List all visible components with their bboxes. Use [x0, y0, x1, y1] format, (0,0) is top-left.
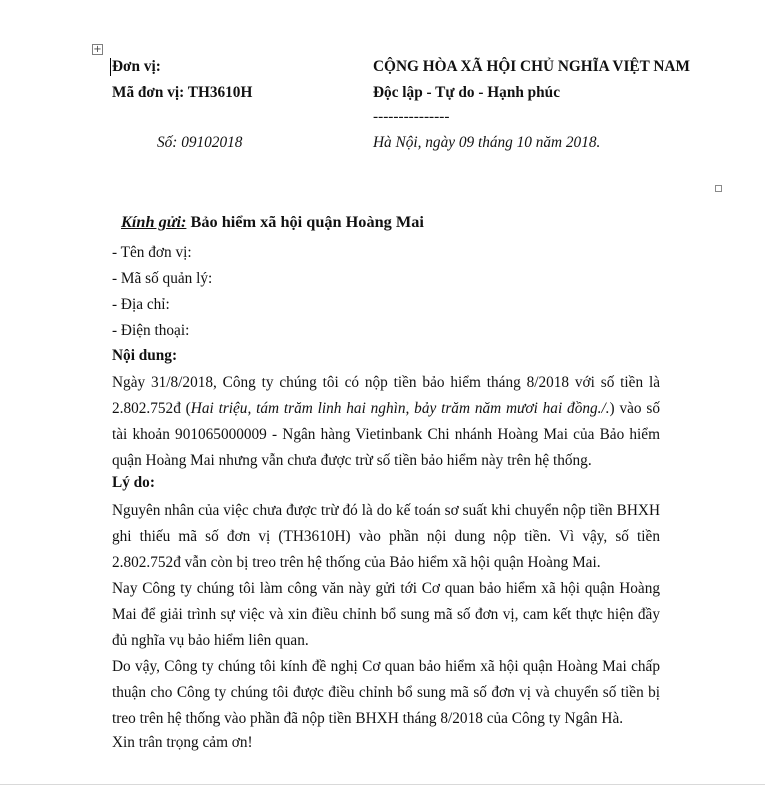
reason-paragraph-2 — [112, 576, 660, 654]
nation-title: CỘNG HÒA XÃ HỘI CHỦ NGHĨA VIỆT NAM — [373, 58, 690, 75]
reason-p2-line-2: Mai để giải trình sự việc và xin điều chỉnh bổ sung mã số đơn vị, cam kết thực hiện đầy — [112, 606, 660, 623]
recipient-prefix: Kính gửi: — [121, 212, 187, 231]
reason-p3-line-3: treo trên hệ thống vào phần đã nộp tiền BHXH tháng 8/2018 của Công ty Ngân Hà. — [112, 710, 624, 727]
amount-tail: ) vào số — [609, 400, 661, 417]
field-address: - Địa chỉ: — [112, 296, 170, 313]
recipient-line — [121, 212, 424, 232]
content-line-2 — [112, 396, 660, 422]
closing-line: Xin trân trọng cảm ơn! — [112, 734, 253, 751]
field-phone: - Điện thoại: — [112, 322, 190, 339]
recipient-name: Bảo hiểm xã hội quận Hoàng Mai — [186, 212, 424, 231]
content-paragraph — [112, 370, 660, 474]
page-edge — [0, 784, 765, 785]
reason-p3-line-2: thuận cho Công ty chúng tôi được điều chỉnh bổ sung mã số đơn vị và chuyển số tiền bị — [112, 684, 660, 701]
content-line-1: Ngày 31/8/2018, Công ty chúng tôi có nộp tiền bảo hiểm tháng 8/2018 với số tiền là — [112, 374, 660, 391]
amount-in-words: Hai triệu, tám trăm linh hai nghìn, bảy trăm năm mươi hai đồng./. — [190, 400, 610, 417]
reason-p1-line-1: Nguyên nhân của việc chưa được trừ đó là do kế toán sơ suất khi chuyển nộp tiền BHXH — [112, 502, 660, 519]
content-line-3: tài khoản 901065000009 - Ngân hàng Vietinbank Chi nhánh Hoàng Mai của Bảo hiểm — [112, 426, 660, 443]
reason-p1-line-3: 2.802.752đ vẫn còn bị treo trên hệ thống của Bảo hiểm xã hội quận Hoàng Mai. — [112, 554, 601, 571]
unit-code: Mã đơn vị: TH3610H — [112, 84, 253, 101]
reason-p2-line-3: đủ nghĩa vụ bảo hiểm liên quan. — [112, 632, 309, 649]
reason-p2-line-1: Nay Công ty chúng tôi làm công văn này gửi tới Cơ quan bảo hiểm xã hội quận Hoàng — [112, 580, 660, 597]
amount-figure: 2.802.752đ ( — [112, 400, 191, 417]
field-management-code: - Mã số quản lý: — [112, 270, 213, 287]
document-number: Số: 09102018 — [157, 134, 243, 151]
field-unit-name: - Tên đơn vị: — [112, 244, 192, 261]
motto-divider: --------------- — [373, 108, 450, 125]
text-cursor — [110, 58, 111, 76]
reason-p1-line-2: ghi thiếu mã số đơn vị (TH3610H) vào phần nội dung nộp tiền. Vì vậy, số tiền — [112, 528, 660, 545]
place-date: Hà Nội, ngày 09 tháng 10 năm 2018. — [373, 134, 601, 151]
nation-motto: Độc lập - Tự do - Hạnh phúc — [373, 84, 560, 101]
reason-p3-line-1: Do vậy, Công ty chúng tôi kính đề nghị Cơ quan bảo hiểm xã hội quận Hoàng Mai chấp — [112, 658, 660, 675]
reason-heading: Lý do: — [112, 474, 155, 491]
reason-paragraph-3 — [112, 654, 660, 732]
table-move-handle[interactable]: + — [93, 44, 102, 55]
content-line-4: quận Hoàng Mai nhưng vẫn chưa được trừ số tiền bảo hiểm này trên hệ thống. — [112, 452, 592, 469]
content-heading: Nội dung: — [112, 347, 178, 364]
reason-paragraph-1 — [112, 498, 660, 576]
table-resize-handle[interactable] — [715, 185, 722, 192]
unit-label: Đơn vị: — [112, 58, 161, 75]
